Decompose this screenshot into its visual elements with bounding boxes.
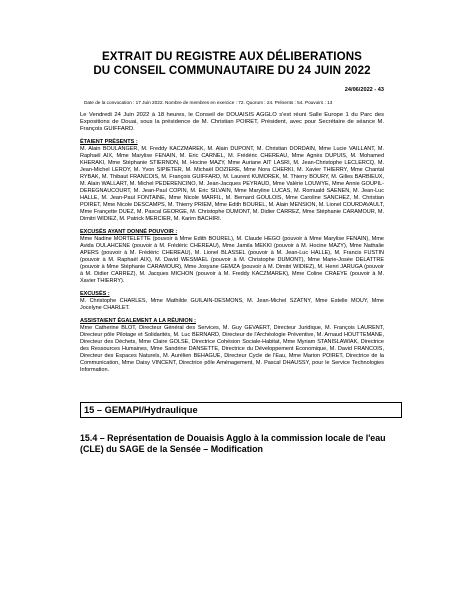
subsection-title: 15.4 – Représentation de Douaisis Agglo à la commission locale de l'eau (CLE) du SAGE de la Sensée – Modification (80, 433, 386, 454)
excused-list: M. Christophe CHARLES, Mme Mathilde GUILAIN-DESMONS, M. Jean-Michel SZATNY, Mme Estelle MOUY, Mme Jocelyne CHARLET. (80, 298, 384, 312)
also-present-list: Mme Catherine BLOT, Directeur Général des Services, M. Guy GEVAERT, Directeur Juridique, M. François LAURENT, Directeur pôle Pilotage et Solidarités, M. Luc BERNARD, Directeur de l'Archéologie Préventive, M. Arnaud HOUTTEMANE, Directeur des Déchets, Mme Claire GOLSE, Directrice Cohésion Sociale-Habitat, Mme Myriam STANISLAWIAK, Directrice des Ressources Humaines, Mme Sandrine DANSETTE, Directrice du Développement Economique, M. David FRANCOIS, Directeur des Espaces Naturels, M. Aurélien BEHAGUE, Directeur Cycle de l'Eau, Mme Marion POIRET, Directrice de la Communication, Mme Daisy VINCENT, Directrice pôle Aménagement, M. Pascal DHAUSSY, pour le Service Technologies Information. (80, 325, 384, 374)
also-present-block (80, 318, 384, 374)
convocation-details: Date de la convocation : 17 Juin 2022. Nombre de membres en exercice : 72. Quorum : 24. Présents : 54. Pouvoirs : 13 (84, 100, 333, 105)
document-title-line-2: DU CONSEIL COMMUNAUTAIRE DU 24 JUIN 2022 (93, 64, 371, 77)
excused-heading: EXCUSÉS : (80, 291, 110, 298)
excused-block (80, 291, 384, 312)
present-members-block (80, 139, 384, 223)
document-title-line-1: EXTRAIT DU REGISTRE AUX DÉLIBERATIONS (101, 50, 363, 63)
excused-with-power-list: Mme Nadine MORTELETTE (pouvoir à Mme Edith BOUREL), M. Claude HEGO (pouvoir à Mme Marylise FENAIN), Mme Avida OULAHCENE (pouvoir à M. Frédéric CHEREAU), Mme Jamila MEKKI (pouvoir à M. Hocine MAZY), Mme Nathalie APERS (pouvoir à M. Frédéric CHEREAU), M. Lionel BLASSEL (pouvoir à M. Jean-Luc HALLE), M. Francis FUSTIN (pouvoir à M. Raphaël AIX), M. David WESMAEL (pouvoir à M. Christophe DUMONT), Mme Marie-Josée DELATTRE (pouvoir à Mme Stéphanie CARAMOUR), Mme Josyane GEMZA (pouvoir à M. Dimitri WIDIEZ), M. Henri JARUGA (pouvoir à M. Didier CARREZ), M. Jacques MICHON (pouvoir à M. Freddy KACZMAREK), Mme Coline CRAEYE (pouvoir à M. Xavier THIERRY). (80, 236, 384, 285)
excused-with-power-heading: EXCUSÉS AYANT DONNÉ POUVOIR : (80, 229, 178, 236)
present-members-list: M. Alain BOULANGER, M. Freddy KACZMAREK, M. Alain DUPONT, M. Christian DORDAIN, Mme Lucie VAILLANT, M. Raphaël AIX, Mme Marylise FENAIN, M. Eric CARNEL, M. Frédéric CHEREAU, Mme Agnès DUPUIS, M. Mohamed KHERAKI, Mme Stéphanie STIERNON, M. Hocine MAZY, Mme Auriane AIT LASRI, M. Jean-Christophe LECLERCQ, M. Jean-Michel LEROY, M. Yvon SIPIETER, M. Michaël DOZIERE, Mme Nora CHERKI, M. Xavier THIERRY, Mme Chantal RYBAK, M. Thibaut FRANCOIS, M. François GUIFFARD, M. Laurent KUMOREK, M. Thierry BOURY, M. Gilles BARBIEUX, M. Alain WALLART, M. Michel PEDERENCINO, M. Jean-Jacques PEYRAUD, Mme Valérie LOUWYE, Mme Annie GOUPIL-DEREGNAUCOURT, M. Jean-Paul COPIN, M. Eric SILVAIN, Mme Maryline LUCAS, M. Romuald SAENEN, M. Jean-Luc HALLE, M. Jean-Paul FONTAINE, Mme Nicole MARFIL, M. Bernard GOULOIS, Mme Caroline SANCHEZ, M. Christian POIRET, Mme Nicole DESCAMPS, M. Thierry PRIEM, Mme Edith BOUREL, M. Alain MENSION, M. Lionel COURDAVAULT, Mme Françette DUEZ, M. Pascal GEORGE, M. Christophe DUMONT, M. Didier CARREZ, Mme Stéphanie CARAMOUR, M. Dimitri WIDIEZ, M. Patrick MERCIER, M. Karim BACHIRI. (80, 146, 384, 223)
meeting-intro: Le Vendredi 24 Juin 2022 à 18 heures, le Conseil de DOUAISIS AGGLO s'est réuni Salle Europe 1 du Parc des Expositions de Douai, sous la présidence de M. Christian POIRET, Président, avec pour Secrétaire de séance M. François GUIFFARD. (80, 112, 384, 133)
also-present-heading: ASSISTAIENT ÉGALEMENT A LA RÉUNION : (80, 318, 197, 325)
present-members-heading: ÉTAIENT PRÉSENTS : (80, 139, 138, 146)
section-heading-box: 15 – GEMAPI/Hydraulique (80, 402, 402, 418)
deliberation-reference: 24/06/2022 - 43 (344, 87, 384, 93)
excused-with-power-block (80, 229, 384, 285)
